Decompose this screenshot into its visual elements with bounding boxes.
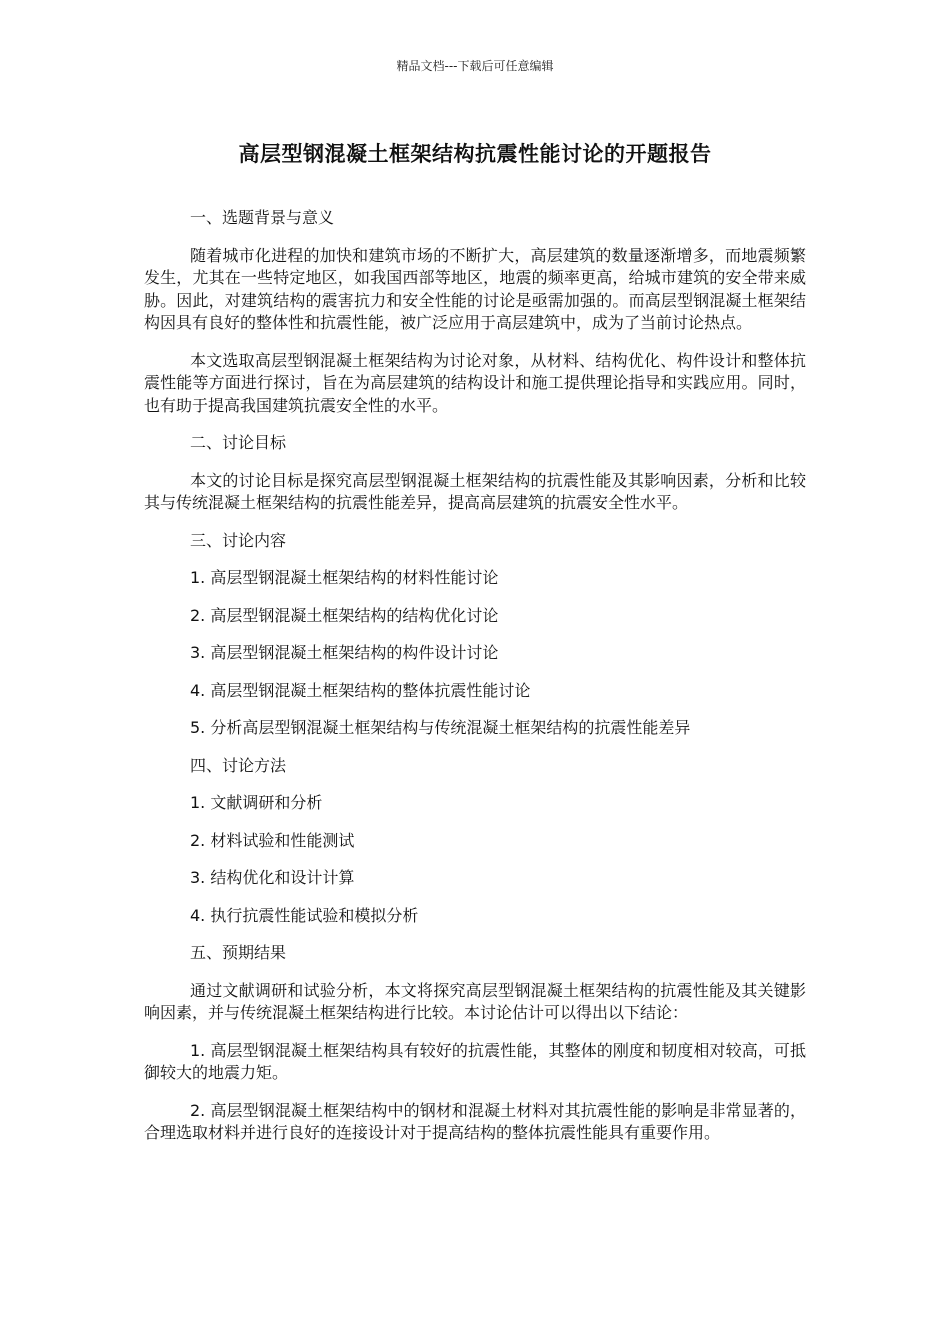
list-item: 4. 执行抗震性能试验和模拟分析 <box>190 905 419 925</box>
list-item: 4. 高层型钢混凝土框架结构的整体抗震性能讨论 <box>190 680 531 700</box>
section-heading: 五、预期结果 <box>190 943 287 962</box>
list-item: 2. 材料试验和性能测试 <box>190 830 355 850</box>
list-item: 1. 文献调研和分析 <box>190 793 323 812</box>
paragraph: 通过文献调研和试验分析，本文将探究高层型钢混凝土框架结构的抗震性能及其关键影响因素，并与传统混凝土框架结构进行比较。本讨论估计可以得出以下结论： <box>144 980 806 1022</box>
document-body <box>144 207 806 1160</box>
list-item: 2. 高层型钢混凝土框架结构的结构优化讨论 <box>190 605 499 625</box>
conclusion-item: 2. 高层型钢混凝土框架结构中的钢材和混凝土材料对其抗震性能的影响是非常显著的，合理选取材料并进行良好的连接设计对于提高结构的整体抗震性能具有重要作用。 <box>144 1100 806 1142</box>
header-note: 精品文档---下载后可任意编辑 <box>396 59 554 73</box>
list-item: 3. 结构优化和设计计算 <box>190 868 355 887</box>
document-title: 高层型钢混凝土框架结构抗震性能讨论的开题报告 <box>238 142 712 166</box>
conclusion-item: 1. 高层型钢混凝土框架结构具有较好的抗震性能，其整体的刚度和韧度相对较高，可抵御较大的地震力矩。 <box>144 1040 806 1082</box>
list-item: 1. 高层型钢混凝土框架结构的材料性能讨论 <box>190 568 499 587</box>
paragraph: 本文的讨论目标是探究高层型钢混凝土框架结构的抗震性能及其影响因素，分析和比较其与传统混凝土框架结构的抗震性能差异，提高高层建筑的抗震安全性水平。 <box>144 470 806 512</box>
section-heading: 二、讨论目标 <box>190 433 287 452</box>
section-heading: 一、选题背景与意义 <box>190 208 335 227</box>
section-heading: 三、讨论内容 <box>190 530 287 550</box>
section-heading: 四、讨论方法 <box>190 755 287 775</box>
paragraph: 随着城市化进程的加快和建筑市场的不断扩大，高层建筑的数量逐渐增多，而地震频繁发生，尤其在一些特定地区，如我国西部等地区，地震的频率更高，给城市建筑的安全带来威胁。因此，对建筑结构的震害抗力和安全性能的讨论是亟需加强的。而高层型钢混凝土框架结构因具有良好的整体性和抗震性能，被广泛应用于高层建筑中，成为了当前讨论热点。 <box>144 245 806 332</box>
paragraph: 本文选取高层型钢混凝土框架结构为讨论对象，从材料、结构优化、构件设计和整体抗震性能等方面进行探讨，旨在为高层建筑的结构设计和施工提供理论指导和实践应用。同时，也有助于提高我国建筑抗震安全性的水平。 <box>144 350 806 415</box>
list-item: 5. 分析高层型钢混凝土框架结构与传统混凝土框架结构的抗震性能差异 <box>190 718 691 737</box>
list-item: 3. 高层型钢混凝土框架结构的构件设计讨论 <box>190 643 499 662</box>
